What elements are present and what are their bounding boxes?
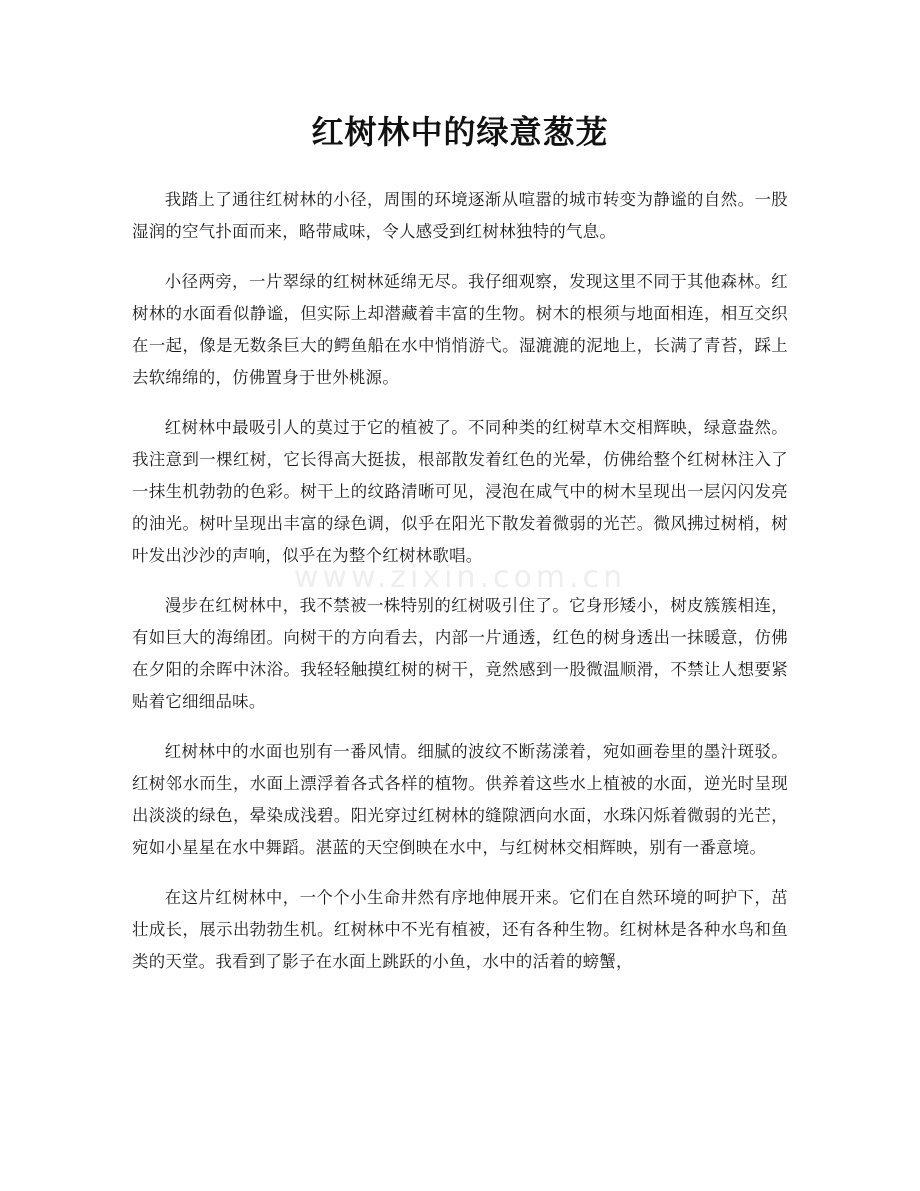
watermark: www.zixin.com.cn bbox=[293, 560, 627, 595]
paragraph: 漫步在红树林中，我不禁被一株特别的红树吸引住了。它身形矮小，树皮簇簇相连，有如巨大的海绵团。向树干的方向看去，内部一片通透，红色的树身透出一抹暖意，仿佛在夕阳的余晖中沐浴。我轻轻触摸红树的树干，竟然感到一股微温顺滑，不禁让人想要紧贴着它细细品味。 bbox=[132, 596, 788, 711]
paragraph: 我踏上了通往红树林的小径，周围的环境逐渐从喧嚣的城市转变为静谧的自然。一股湿润的空气扑面而来，略带咸味，令人感受到红树林独特的气息。 bbox=[132, 190, 788, 241]
paragraph: 小径两旁，一片翠绿的红树林延绵无尽。我仔细观察，发现这里不同于其他森林。红树林的水面看似静谧，但实际上却潜藏着丰富的生物。树木的根须与地面相连，相互交织在一起，像是无数条巨大的鳄鱼船在水中悄悄游弋。湿漉漉的泥地上，长满了青苔，踩上去软绵绵的，仿佛置身于世外桃源。 bbox=[132, 272, 788, 387]
paragraph: 红树林中的水面也别有一番风情。细腻的波纹不断荡漾着，宛如画卷里的墨汁斑驳。红树邻水而生，水面上漂浮着各式各样的植物。供养着这些水上植被的水面，逆光时呈现出淡淡的绿色，晕染成浅碧。阳光穿过红树林的缝隙洒向水面，水珠闪烁着微弱的光芒，宛如小星星在水中舞蹈。湛蓝的天空倒映在水中，与红树林交相辉映，别有一番意境。 bbox=[132, 742, 788, 857]
document-title: 红树林中的绿意葱茏 bbox=[311, 113, 609, 151]
paragraph: 红树林中最吸引人的莫过于它的植被了。不同种类的红树草木交相辉映，绿意盎然。我注意到一棵红树，它长得高大挺拔，根部散发着红色的光晕，仿佛给整个红树林注入了一抹生机勃勃的色彩。树干上的纹路清晰可见，浸泡在咸气中的树木呈现出一层闪闪发亮的油光。树叶呈现出丰富的绿色调，似乎在阳光下散发着微弱的光芒。微风拂过树梢，树叶发出沙沙的声响，似乎在为整个红树林歌唱。 bbox=[132, 418, 788, 565]
document-body bbox=[132, 184, 788, 996]
paragraph: 在这片红树林中，一个个小生命井然有序地伸展开来。它们在自然环境的呵护下，茁壮成长，展示出勃勃生机。红树林中不光有植被，还有各种生物。红树林是各种水鸟和鱼类的天堂。我看到了影子在水面上跳跃的小鱼，水中的活着的螃蟹， bbox=[132, 888, 788, 971]
